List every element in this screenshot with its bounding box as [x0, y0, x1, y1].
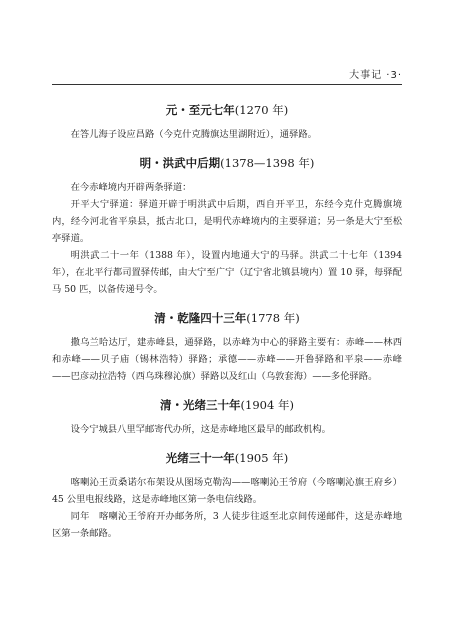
section-heading	[52, 102, 402, 118]
heading-year: (1378—1398 年)	[220, 156, 315, 170]
running-header	[52, 64, 402, 85]
entry-1378	[52, 155, 402, 298]
paragraph: 在答儿海子设应昌路（今克什克腾旗达里湖附近），通驿路。	[70, 129, 317, 140]
heading-title: 明・洪武中后期	[139, 156, 221, 170]
section-heading	[52, 310, 402, 326]
heading-title: 元・至元七年	[165, 103, 235, 117]
section-heading	[52, 155, 402, 171]
entry-1904	[52, 397, 402, 438]
page-body	[52, 102, 402, 554]
heading-title: 清・光绪三十年	[160, 398, 241, 412]
paragraph: 撒乌兰哈达厅，建赤峰县，通驿路，以赤峰为中心的驿路主要有：赤峰——林西和赤峰——贝子庙（锡林浩特）驿路；承德——赤峰——开鲁驿路和平泉——赤峰——巴彦动拉浩特（西乌珠穆沁旗）驿路以及红山（乌敦套海）——多伦驿路。	[52, 337, 402, 382]
section-heading	[52, 397, 402, 413]
paragraph: 设今宁城县八里罕邮寄代办所，这是赤峰地区最早的邮政机构。	[70, 424, 331, 435]
heading-year: (1904 年)	[240, 398, 294, 412]
entry-1905	[52, 450, 402, 542]
heading-title: 光绪三十一年	[165, 451, 235, 465]
paragraph: 在今赤峰境内开辟两条驿道：	[70, 182, 192, 193]
running-title: 大事记 ·3·	[349, 70, 402, 81]
entry-1270	[52, 102, 402, 143]
paragraph: 喀喇沁王贡桑诺尔布架设从图场克勒沟——喀喇沁王爷府（今喀喇沁旗王府乡）45 公里电报线路，这是赤峰地区第一条电信线路。	[52, 477, 402, 505]
paragraph: 同年 喀喇沁王爷府开办邮务所，3 人徒步往返至北京间传递邮件，这是赤峰地区第一条邮路。	[52, 511, 402, 539]
section-heading	[52, 450, 402, 466]
paragraph: 明洪武二十一年（1388 年），设置内地通大宁的马驿。洪武二十七年（1394 年），在北平行都司置驿传邮，由大宁至广宁（辽宁省北镇县境内）置 10 驿，每驿配马 50 匹，以备传递号令。	[52, 250, 402, 295]
heading-year: (1905 年)	[234, 451, 289, 465]
entry-1778	[52, 310, 402, 385]
heading-year: (1778 年)	[246, 311, 300, 325]
heading-title: 清・乾隆四十三年	[154, 311, 247, 325]
heading-year: (1270 年)	[234, 103, 289, 117]
paragraph: 开平大宁驿道：驿道开辟于明洪武中后期，西自开平卫，东经今克什克腾旗境内，经今河北省平泉县，抵古北口，是明代赤峰境内的主要驿道；另一条是大宁至松亭驿道。	[52, 199, 402, 244]
